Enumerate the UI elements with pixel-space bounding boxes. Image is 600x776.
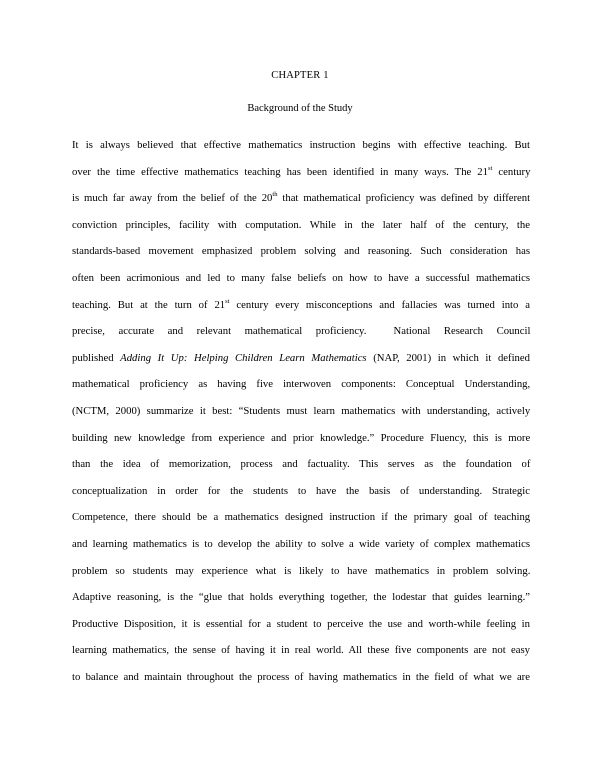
text-segment: (NCTM, 2000) summarize it best: “Students must learn mathematics with understanding, actively — [72, 404, 531, 417]
text-line — [72, 664, 530, 691]
text-line — [72, 584, 530, 611]
text-line — [72, 132, 530, 159]
text-segment: conceptualization in order for the students to have the basis of understanding. Strategic — [72, 484, 530, 497]
text-segment: mathematical proficiency as having five interwoven components: Conceptual Understanding, — [72, 378, 531, 391]
text-line — [72, 558, 530, 585]
text-segment: conviction principles, facility with computation. While in the later half of the century, the — [72, 218, 530, 231]
superscript: st — [225, 297, 230, 305]
text-line — [72, 504, 530, 531]
text-segment: Productive Disposition, it is essential for a student to perceive the use and worth-while feeling in — [72, 617, 530, 630]
text-segment: is much far away from the belief of the 20 — [72, 192, 273, 205]
text-segment: Competence, there should be a mathematics designed instruction if the primary goal of teaching — [72, 511, 531, 524]
text-line — [72, 451, 530, 478]
text-segment: century — [492, 165, 531, 178]
text-line — [72, 425, 530, 452]
text-segment: than the idea of memorization, process and factuality. This serves as the foundation of — [72, 458, 531, 471]
text-segment: teaching. But at the turn of 21 — [72, 298, 226, 311]
text-segment: century every misconceptions and fallacies was turned into a — [229, 298, 530, 311]
text-segment: problem so students may experience what is likely to have mathematics in problem solving. — [72, 564, 531, 577]
chapter-heading: CHAPTER 1 — [271, 70, 329, 81]
text-segment: standards-based movement emphasized problem solving and reasoning. Such consideration has — [72, 245, 530, 258]
text-segment: over the time effective mathematics teaching has been identified in many ways. The 21 — [72, 165, 488, 178]
text-line — [72, 637, 530, 664]
text-segment: building new knowledge from experience and prior knowledge.” Procedure Fluency, this is more — [72, 431, 531, 444]
text-line — [72, 212, 530, 239]
text-segment: learning mathematics, the sense of having it in real world. All these five components are not easy — [72, 644, 530, 657]
text-line — [72, 292, 530, 319]
text-line — [72, 185, 530, 212]
text-line — [72, 159, 530, 186]
text-segment: often been acrimonious and led to many false beliefs on how to have a successful mathematics — [72, 271, 530, 284]
text-line — [72, 478, 530, 505]
text-segment: to balance and maintain throughout the process of having mathematics in the field of what we are — [72, 670, 530, 683]
text-line — [72, 611, 530, 638]
text-line — [72, 345, 530, 372]
text-segment: It is always believed that effective mathematics instruction begins with effective teaching. But — [72, 139, 530, 151]
text-segment: and learning mathematics is to develop the ability to solve a wide variety of complex mathematics — [72, 537, 530, 550]
text-line — [72, 238, 530, 265]
text-line — [72, 398, 530, 425]
text-segment: precise, accurate and relevant mathematical proficiency. National Research Council — [72, 325, 531, 338]
text-segment: (NAP, 2001) in which it defined — [366, 351, 530, 364]
book-title: Adding It Up: Helping Children Learn Mathematics — [120, 351, 367, 364]
text-line — [72, 531, 530, 558]
text-segment: published — [72, 351, 121, 364]
text-segment: Adaptive reasoning, is the “glue that holds everything together, the lodestar that guides learning.” — [72, 591, 530, 604]
text-segment: that mathematical proficiency was defined by different — [277, 192, 531, 205]
superscript: st — [488, 164, 493, 172]
text-line — [72, 318, 530, 345]
superscript: th — [272, 191, 278, 199]
section-title: Background of the Study — [247, 103, 353, 114]
text-line — [72, 265, 530, 292]
text-line — [72, 371, 530, 398]
body-paragraph — [72, 132, 530, 690]
